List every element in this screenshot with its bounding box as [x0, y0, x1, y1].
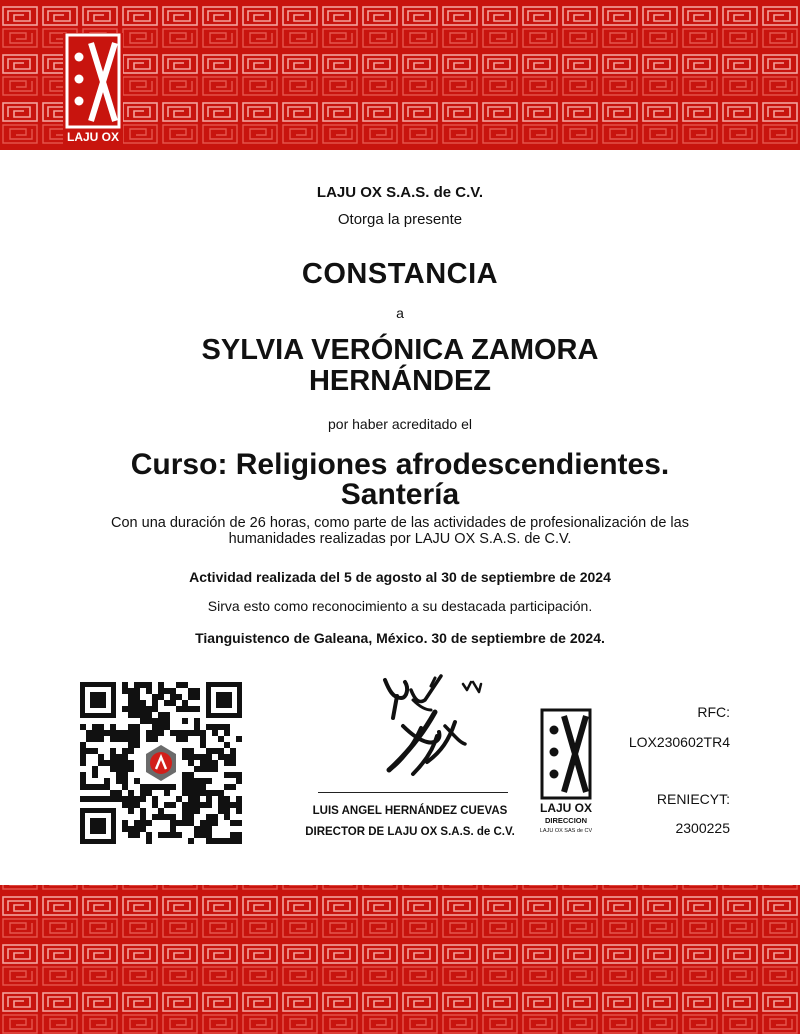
course-description-line2: humanidades realizadas por LAJU OX S.A.S. de C.V.	[228, 531, 572, 547]
reniecyt-label: RENIECYT:	[656, 791, 730, 807]
issuer-name: LAJU OX S.A.S. de C.V.	[316, 184, 484, 201]
rfc-label: RFC:	[697, 704, 730, 720]
preposition-text: a	[396, 305, 404, 321]
recipient-name	[0, 335, 800, 397]
signature-line	[318, 792, 508, 793]
seal-wordmark: LAJU OX	[540, 801, 592, 815]
logo-wordmark: LAJU OX	[66, 130, 120, 144]
course-title	[0, 450, 800, 510]
course-title-line2: Santería	[340, 478, 460, 511]
qr-code-icon[interactable]	[80, 682, 242, 844]
page-title: CONSTANCIA	[301, 258, 499, 290]
recipient-name-line1: SYLVIA VERÓNICA ZAMORA	[201, 334, 599, 366]
reason-text: por haber acreditado el	[328, 416, 472, 432]
course-description-line1: Con una duración de 26 horas, como parte de las actividades de profesionalización de las	[111, 515, 689, 531]
activity-dates: Actividad realizada del 5 de agosto al 30 de septiembre de 2024	[189, 569, 611, 585]
place-date: Tianguistenco de Galeana, México. 30 de septiembre de 2024.	[195, 630, 605, 646]
signatory-name: LUIS ANGEL HERNÁNDEZ CUEVAS	[312, 805, 508, 817]
recognition-text: Sirva esto como reconocimiento a su destacada participación.	[207, 598, 593, 614]
laju-ox-logo-icon	[63, 33, 123, 145]
course-title-line1: Curso: Religiones afrodescendientes.	[130, 448, 670, 481]
course-description	[60, 515, 740, 547]
recipient-name-line2: HERNÁNDEZ	[308, 365, 492, 397]
bottom-pattern-band	[0, 885, 800, 1034]
signatory-role: DIRECTOR DE LAJU OX S.A.S. de C.V.	[305, 826, 515, 838]
qr-center-emblem	[142, 744, 180, 782]
direction-seal-icon	[540, 708, 592, 836]
grants-text: Otorga la presente	[337, 211, 463, 228]
seal-line1: DIRECCION	[544, 816, 588, 825]
rfc-value: LOX230602TR4	[628, 734, 730, 750]
seal-line2: LAJU OX SAS de CV	[540, 828, 592, 834]
reniecyt-value: 2300225	[675, 820, 730, 836]
